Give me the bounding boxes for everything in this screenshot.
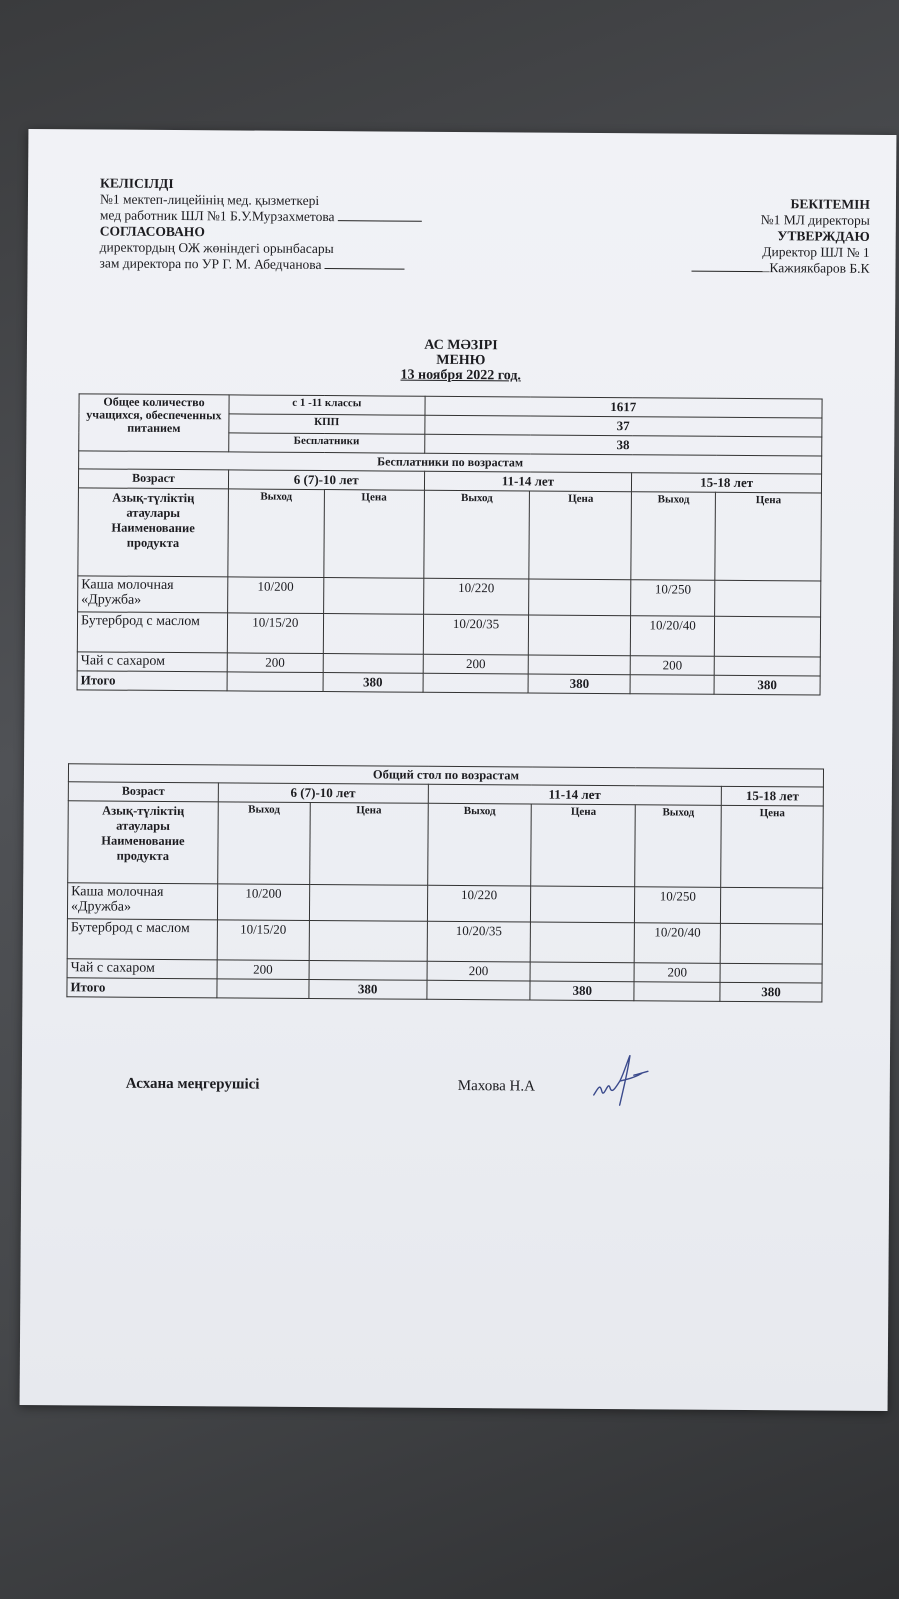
summary-label: Общее количество учащихся, обеспеченных питанием — [79, 394, 229, 452]
out-value: 10/250 — [635, 887, 721, 924]
col-price: Цена — [531, 804, 635, 887]
document-page — [20, 129, 897, 1411]
product-name: Чай с сахаром — [67, 959, 217, 979]
deputy-kz: директордың ОЖ жөніндегі орынбасары — [99, 239, 334, 257]
out-value: 200 — [427, 961, 531, 981]
out-value: 200 — [634, 963, 720, 983]
age-group: 6 (7)-10 лет — [218, 783, 428, 803]
out-value: 10/20/40 — [634, 923, 720, 964]
out-value: 200 — [227, 653, 323, 673]
out-value: 200 — [423, 654, 529, 674]
summary-row — [79, 394, 822, 418]
footer-name: Махова Н.А — [457, 1078, 535, 1095]
document-title — [27, 335, 895, 386]
product-name: Чай с сахаром — [77, 652, 227, 672]
approval-block-left — [99, 175, 422, 273]
total-row — [77, 671, 820, 695]
product-name: Каша молочная «Дружба» — [78, 576, 228, 613]
director-kz: №1 МЛ директоры — [760, 212, 870, 228]
out-value: 10/220 — [427, 885, 531, 922]
product-name: Бутерброд с маслом — [77, 612, 227, 653]
total-label: Итого — [77, 671, 227, 691]
free-meals-table — [77, 393, 823, 695]
age-group: 11-14 лет — [424, 471, 632, 491]
total-value: 380 — [528, 674, 630, 694]
col-out: Выход — [423, 490, 529, 579]
total-value: 380 — [309, 979, 427, 999]
age-label: Возраст — [68, 782, 218, 802]
out-value: 10/200 — [217, 884, 309, 921]
approval-block-right — [691, 196, 870, 277]
total-value: 380 — [720, 982, 822, 1002]
out-value: 10/20/40 — [631, 616, 715, 657]
col-price: Цена — [715, 492, 821, 581]
table-row — [78, 576, 821, 617]
col-price: Цена — [309, 802, 427, 885]
agreed-kz: КЕЛІСІЛДІ — [100, 175, 174, 192]
product-header: Азық-түліктің атаулары Наименование продукта — [78, 488, 229, 577]
col-out: Выход — [427, 803, 531, 886]
deputy-ru: зам директора по УР Г. М. Абедчанова — [99, 255, 421, 273]
table1-title: Бесплатники по возрастам — [79, 451, 822, 474]
out-value: 10/20/35 — [423, 614, 529, 655]
out-value: 200 — [217, 960, 309, 980]
out-value: 10/200 — [227, 577, 323, 614]
title-kz: АС МӘЗІРІ — [424, 337, 498, 354]
out-value: 10/20/35 — [427, 921, 531, 962]
col-price: Цена — [324, 490, 424, 579]
title-ru: МЕНЮ — [436, 352, 486, 369]
age-group: 15-18 лет — [721, 786, 823, 806]
table-row — [77, 612, 820, 657]
col-out: Выход — [218, 802, 310, 885]
agreed-ru: СОГЛАСОВАНО — [99, 223, 205, 240]
med-worker-kz: №1 мектеп-лицейінің мед. қызметкері — [99, 191, 320, 209]
col-out: Выход — [228, 489, 324, 578]
out-value: 10/250 — [631, 580, 715, 617]
summary-name: с 1 -11 классы — [229, 395, 425, 415]
age-group: 6 (7)-10 лет — [228, 470, 424, 490]
product-name: Каша молочная «Дружба» — [67, 883, 217, 920]
out-value: 200 — [630, 656, 714, 676]
med-worker-ru: мед работник ШЛ №1 Б.У.Мурзахметова — [100, 207, 422, 225]
menu-date: 13 ноября 2022 год. — [400, 367, 522, 384]
total-value: 380 — [714, 675, 820, 695]
out-value: 10/15/20 — [227, 613, 323, 654]
col-out: Выход — [635, 805, 721, 888]
total-value: 380 — [530, 981, 634, 1001]
summary-name: Бесплатники — [229, 433, 425, 453]
table-row — [67, 883, 822, 924]
product-name: Бутерброд с маслом — [67, 919, 217, 960]
total-row — [67, 978, 822, 1002]
summary-value: 37 — [424, 415, 822, 437]
table2-title: Общий стол по возрастам — [68, 764, 823, 787]
age-label: Возраст — [78, 469, 228, 489]
footer-position: Асхана меңгерушісі — [125, 1075, 260, 1093]
approve-kz: БЕКІТЕМІН — [790, 196, 871, 212]
table-row — [67, 919, 822, 964]
total-value: 380 — [323, 673, 423, 693]
signature-icon — [590, 1051, 660, 1111]
out-value: 10/220 — [423, 578, 529, 615]
age-group: 15-18 лет — [632, 473, 822, 493]
col-price: Цена — [529, 491, 631, 580]
col-price: Цена — [721, 805, 823, 888]
general-table — [66, 763, 824, 1002]
summary-value: 1617 — [425, 396, 823, 418]
director-name: Кажиякбаров Б.К — [691, 260, 869, 277]
director-ru: Директор ШЛ № 1 — [762, 244, 870, 260]
summary-value: 38 — [424, 434, 822, 456]
summary-name: КПП — [229, 414, 425, 434]
product-header: Азық-түліктің атаулары Наименование продукта — [68, 801, 218, 884]
col-out: Выход — [631, 492, 716, 581]
out-value: 10/15/20 — [217, 920, 309, 961]
total-label: Итого — [67, 978, 217, 998]
age-group: 11-14 лет — [428, 784, 722, 805]
approve-ru: УТВЕРЖДАЮ — [777, 228, 870, 244]
